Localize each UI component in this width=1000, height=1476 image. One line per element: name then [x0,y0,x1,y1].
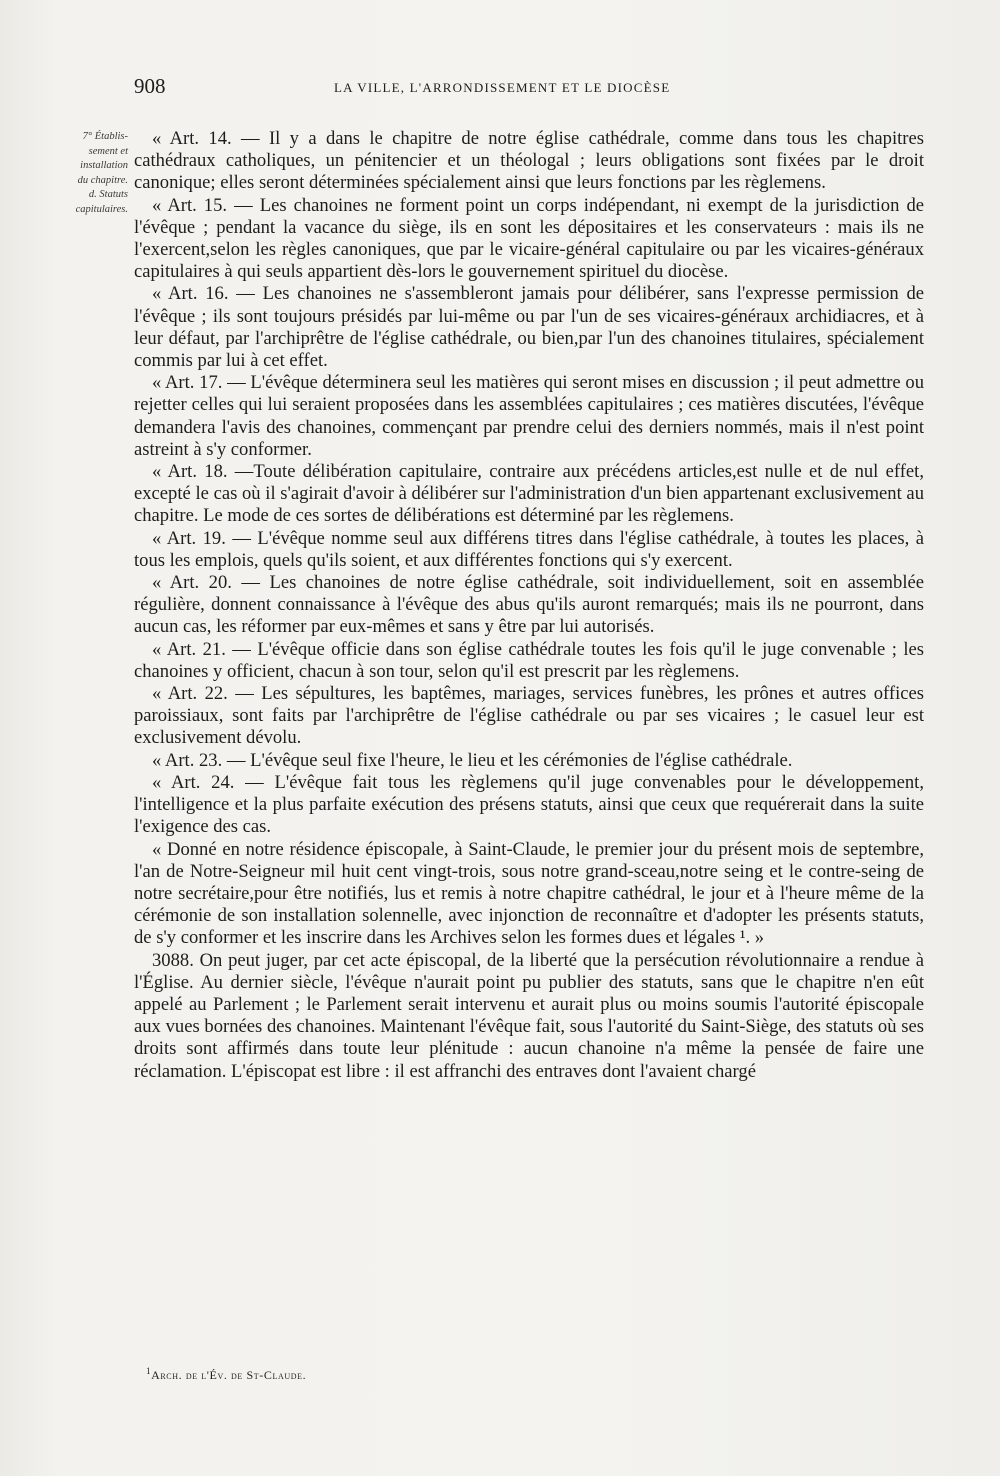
paragraph-art-20: « Art. 20. — Les chanoines de notre église cathédrale, soit individuellement, soit en assemblée régulière, donnent connaissance à l'évêque des abus qu'ils auront remarqués; mais ils ne pourront, dans aucun cas, les réformer par eux-mêmes et sans y être par lui autorisés. [134,572,924,638]
footnote [146,1366,306,1383]
paragraph-art-19: « Art. 19. — L'évêque nomme seul aux différens titres dans l'église cathédrale, à toutes les places, à tous les emplois, quels qu'ils soient, et aux différentes fonctions qui s'y exercent. [134,527,924,571]
page-header [134,74,924,104]
paragraph-donne: « Donné en notre résidence épiscopale, à Saint-Claude, le premier jour du présent mois de septembre, l'an de Notre-Seigneur mil huit cent vingt-trois, sous notre grand-sceau,notre seing et le contre-seing de notre secrétaire,pour être notifiés, lus et remis à notre chapitre cathédral, le jour et à l'heure même de la cérémonie de son installation solennelle, avec injonction de reconnaître et d'adopter les présents statuts, de s'y conformer et les inscrire dans les Archives selon les formes dues et légales ¹. » [134,838,924,949]
paragraph-art-21: « Art. 21. — L'évêque officie dans son église cathédrale toutes les fois qu'il le juge convenable ; les chanoines y officient, chacun à son tour, selon qu'il est prescrit par les règlemens. [134,638,924,682]
margin-note-line: sement et [88,145,128,157]
page-number: 908 [134,74,166,98]
margin-note-line: installation [80,160,128,171]
footnote-marker: 1 [146,1366,152,1376]
margin-note-line: du chapitre. [77,174,128,186]
footnote-text: Arch. de l'Év. de St-Claude. [151,1368,307,1382]
margin-note [36,130,128,217]
margin-note-line: capitulaires. [75,203,128,215]
margin-note-line: 7° Établis- [82,131,128,142]
paragraph-art-23: « Art. 23. — L'évêque seul fixe l'heure, le lieu et les cérémonies de l'église cathédrale. [152,749,793,771]
margin-note-line: d. Statuts [88,189,128,200]
paragraph-art-22: « Art. 22. — Les sépultures, les baptêmes, mariages, services funèbres, les prônes et autres offices paroissiaux, sont faits par l'archiprêtre de l'église cathédrale ou par ses vicaires ; le casuel leur est exclusivement dévolu. [134,683,924,749]
paragraph-art-18: « Art. 18. —Toute délibération capitulaire, contraire aux précédens articles,est nulle et de nul effet, excepté le cas où il s'agirait d'avoir à délibérer sur l'administration d'un bien appartenant exclusivement au chapitre. Le mode de ces sortes de délibérations est déterminé par les règlemens. [134,461,924,527]
paragraph-art-15: « Art. 15. — Les chanoines ne forment point un corps indépendant, ni exempt de la jurisdiction de l'évêque ; pendant la vacance du siège, ils en sont les dépositaires et les conservateurs : mais ils ne l'exercent,selon les règles canoniques, que par le vicaire-général capitulaire ou par les vicaires-généraux capitulaires à qui seuls appartient dès-lors le gouvernement spirituel du diocèse. [134,194,924,283]
paragraph-art-24: « Art. 24. — L'évêque fait tous les règlemens qu'il juge convenables pour le développement, l'intelligence et la plus parfaite exécution des présens statuts, ainsi que ceux que requérerait dans la suite l'exigence des cas. [134,771,924,838]
paragraph-art-16: « Art. 16. — Les chanoines ne s'assembleront jamais pour délibérer, sans l'expresse permission de l'évêque ; ils sont toujours présidés par lui-même ou par l'un de ses vicaires-généraux archidiacres, et à leur défaut, par l'archiprêtre de l'église cathédrale, ou bien,par l'un des chanoines titulaires, spécialement commis par lui à cet effet. [134,283,924,372]
paragraph-3088: 3088. On peut juger, par cet acte épiscopal, de la liberté que la persécution révolutionnaire a rendue à l'Église. Au dernier siècle, l'évêque n'aurait point pu publier des statuts, sans que le chapitre n'en eût appelé au Parlement ; le Parlement serait intervenu et aurait plus ou moins soumis l'autorité épiscopale aux vues bornées des chanoines. Maintenant l'évêque fait, sous l'autorité du Saint-Siège, des statuts où ses droits sont affirmés dans toute leur plénitude : aucun chanoine n'a même la pensée de faire une réclamation. L'épiscopat est libre : il est affranchi des entraves dont l'avaient chargé [134,949,924,1082]
paragraph-art-17: « Art. 17. — L'évêque déterminera seul les matières qui seront mises en discussion ; il peut admettre ou rejetter celles qui lui seraient proposées dans les assemblées capitulaires ; ces matières discutées, l'évêque demandera l'avis des chanoines, commençant par prendre celui des derniers nommés, mais il n'est point astreint à s'y conformer. [134,372,924,460]
body-text [134,128,924,1083]
paragraph-art-14: « Art. 14. — Il y a dans le chapitre de notre église cathédrale, comme dans tous les chapitres cathédraux catholiques, un pénitencier et un théologal ; leurs obligations sont fixées par le droit canonique; elles seront déterminées spécialement ainsi que leurs fonctions par les règlemens. [134,128,924,194]
running-title: LA VILLE, L'ARRONDISSEMENT ET LE DIOCÈSE [334,80,671,95]
